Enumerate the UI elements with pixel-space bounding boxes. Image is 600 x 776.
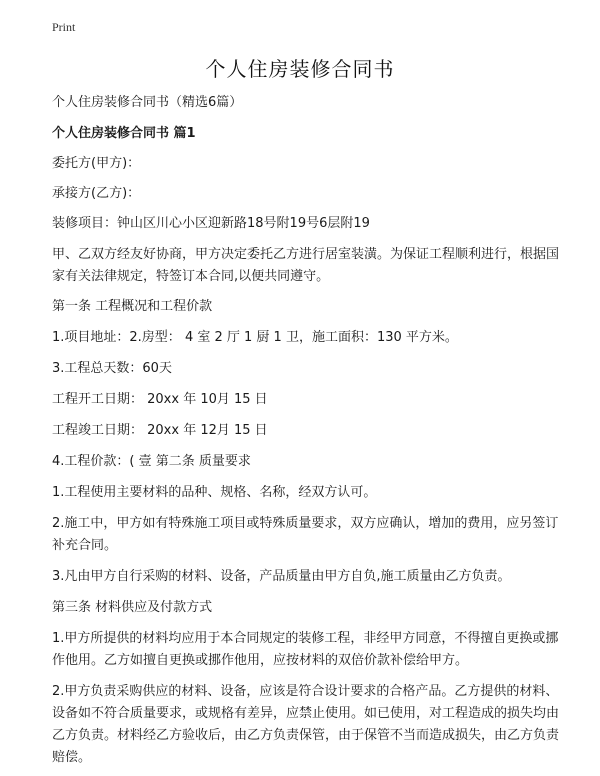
clause-paragraph: 1.甲方所提供的材料均应用于本合同规定的装修工程，非经甲方同意，不得擅自更换或挪作他用。乙方如擅自更换或挪作他用，应按材料的双倍价款补偿给甲方。: [52, 631, 559, 668]
clause-paragraph: 2.甲方负责采购供应的材料、设备，应该是符合设计要求的合格产品。乙方提供的材料、设备如不符合质量要求，或规格有差异，应禁止使用。如已使用，对工程造成的损失均由乙方负责。材料经乙方验收后，由乙方负责保管，由于保管不当而造成损失，由乙方负责赔偿。: [52, 684, 560, 765]
clause-paragraph: 3.凡由甲方自行采购的材料、设备，产品质量由甲方自负,施工质量由乙方负责。: [52, 569, 511, 584]
party-a-line: 委托方(甲方)：: [52, 156, 141, 171]
document-subtitle: 个人住房装修合同书（精选6篇）: [52, 95, 243, 110]
print-label[interactable]: Print: [52, 20, 76, 34]
clause-paragraph: 2.施工中，甲方如有特殊施工项目或特殊质量要求，双方应确认，增加的费用，应另签订补充合同。: [52, 516, 559, 553]
clause-paragraph: 3.工程总天数：60天: [52, 361, 172, 376]
clause-paragraph: 1.工程使用主要材料的品种、规格、名称，经双方认可。: [52, 485, 377, 500]
project-line: 装修项目：钟山区川心小区迎新路18号附19号6层附19: [52, 216, 370, 231]
clause-paragraph: 工程开工日期： 20xx 年 10月 15 日: [52, 392, 268, 407]
document-body: [52, 92, 562, 769]
intro-paragraph: 甲、乙双方经友好协商，甲方决定委托乙方进行居室装潢。为保证工程顺利进行，根据国家有关法律规定，特签订本合同,以便共同遵守。: [52, 247, 560, 284]
clause-paragraph: 4.工程价款：( 壹 第二条 质量要求: [52, 454, 251, 469]
section-heading: 个人住房装修合同书 篇1: [52, 126, 196, 141]
document-title: 个人住房装修合同书: [205, 57, 395, 81]
article-heading: 第三条 材料供应及付款方式: [52, 600, 213, 615]
article-heading: 第一条 工程概况和工程价款: [52, 299, 213, 314]
clause-paragraph: 工程竣工日期： 20xx 年 12月 15 日: [52, 423, 268, 438]
clause-paragraph: 1.项目地址：2.房型： 4 室 2 厅 1 厨 1 卫，施工面积：130 平方米。: [52, 330, 458, 345]
party-b-line: 承接方(乙方)：: [52, 186, 141, 201]
